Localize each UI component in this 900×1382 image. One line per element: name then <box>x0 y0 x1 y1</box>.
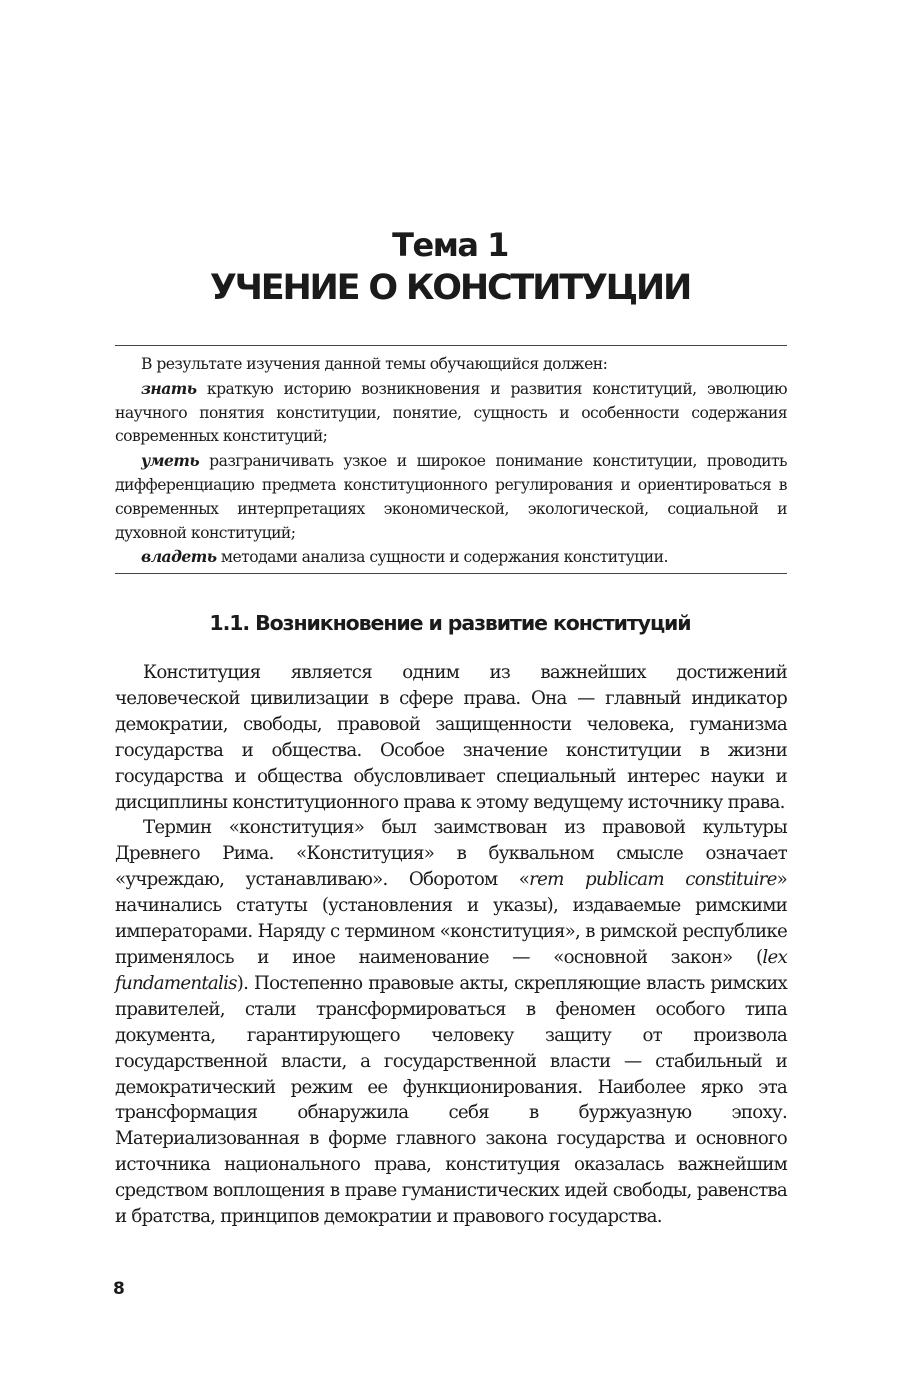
goal-keyword: знать <box>141 378 197 398</box>
goal-keyword: уметь <box>141 451 200 471</box>
page-number: 8 <box>113 1279 125 1299</box>
goal-know <box>115 377 787 449</box>
body-text <box>115 660 787 1230</box>
latin-phrase: rem publicam constituire <box>529 869 777 891</box>
goal-text: разграничивать узкое и широкое понимание конституции, проводить дифференциацию предмета конституционного регулирования и ориентироваться в современных интерпретациях экономической, экологической, социальной и духовной конституций; <box>115 452 787 542</box>
goal-master <box>115 545 787 570</box>
latin-phrase: lex fundamentalis <box>115 946 787 994</box>
goals-intro: В результате изучения данной темы обучающийся должен: <box>141 355 608 373</box>
goals-bottom-rule <box>115 573 787 574</box>
goal-keyword: владеть <box>141 547 217 567</box>
section-title: 1.1. Возникновение и развитие конституций <box>209 611 691 635</box>
goal-text: методами анализа сущности и содержания конституции. <box>216 548 668 567</box>
paragraph-2-part-a: Термин «конституция» был заимствован из правовой культуры Древнего Рима. «Конституция» в буквальном смысле означает «учреждаю, устанавливаю». Оборотом « <box>115 817 787 891</box>
topic-name: УЧЕНИЕ О КОНСТИТУЦИИ <box>209 268 691 308</box>
paragraph-2-part-c: ). Постепенно правовые акты, скрепляющие власть римских правителей, стали трансформироваться в феномен особого типа документа, гарантирующего человеку защиту от произвола государственной власти, а государственной власти — стабильный и демократический режим ее функционирования. Наиболее ярко эта трансформация обнаружила себя в буржуазную эпоху. Материализованная в форме главного закона государства и основного источника национального права, конституция оказалась важнейшим средством воплощения в праве гуманистических идей свободы, равенства и братства, принципов демократии и правового государства. <box>115 972 787 1228</box>
paragraph-1: Конституция является одним из важнейших достижений человеческой цивилизации в сфере права. Она — главный индикатор демократии, свободы, правовой защищенности человека, гуманизма государства и общества. Особое значение конституции в жизни государства и общества обусловливает специальный интерес науки и дисциплины конституционного права к этому ведущему источнику права. <box>115 662 787 813</box>
paragraph-2 <box>115 815 787 1230</box>
topic-label: Тема 1 <box>392 226 508 264</box>
learning-goals <box>115 353 787 570</box>
goals-top-rule <box>115 345 787 346</box>
goal-text: краткую историю возникновения и развития конституций, эволюцию научного понятия конституции, понятие, сущность и особенности содержания современных конституций; <box>115 379 787 446</box>
goal-able <box>115 449 787 545</box>
paragraph-2-part-b: » начинались статуты (установления и указы), издаваемые римскими императорами. Наряду с термином «конституция», в римской республике применялось и иное наименование — «основной закон» ( <box>115 869 787 968</box>
